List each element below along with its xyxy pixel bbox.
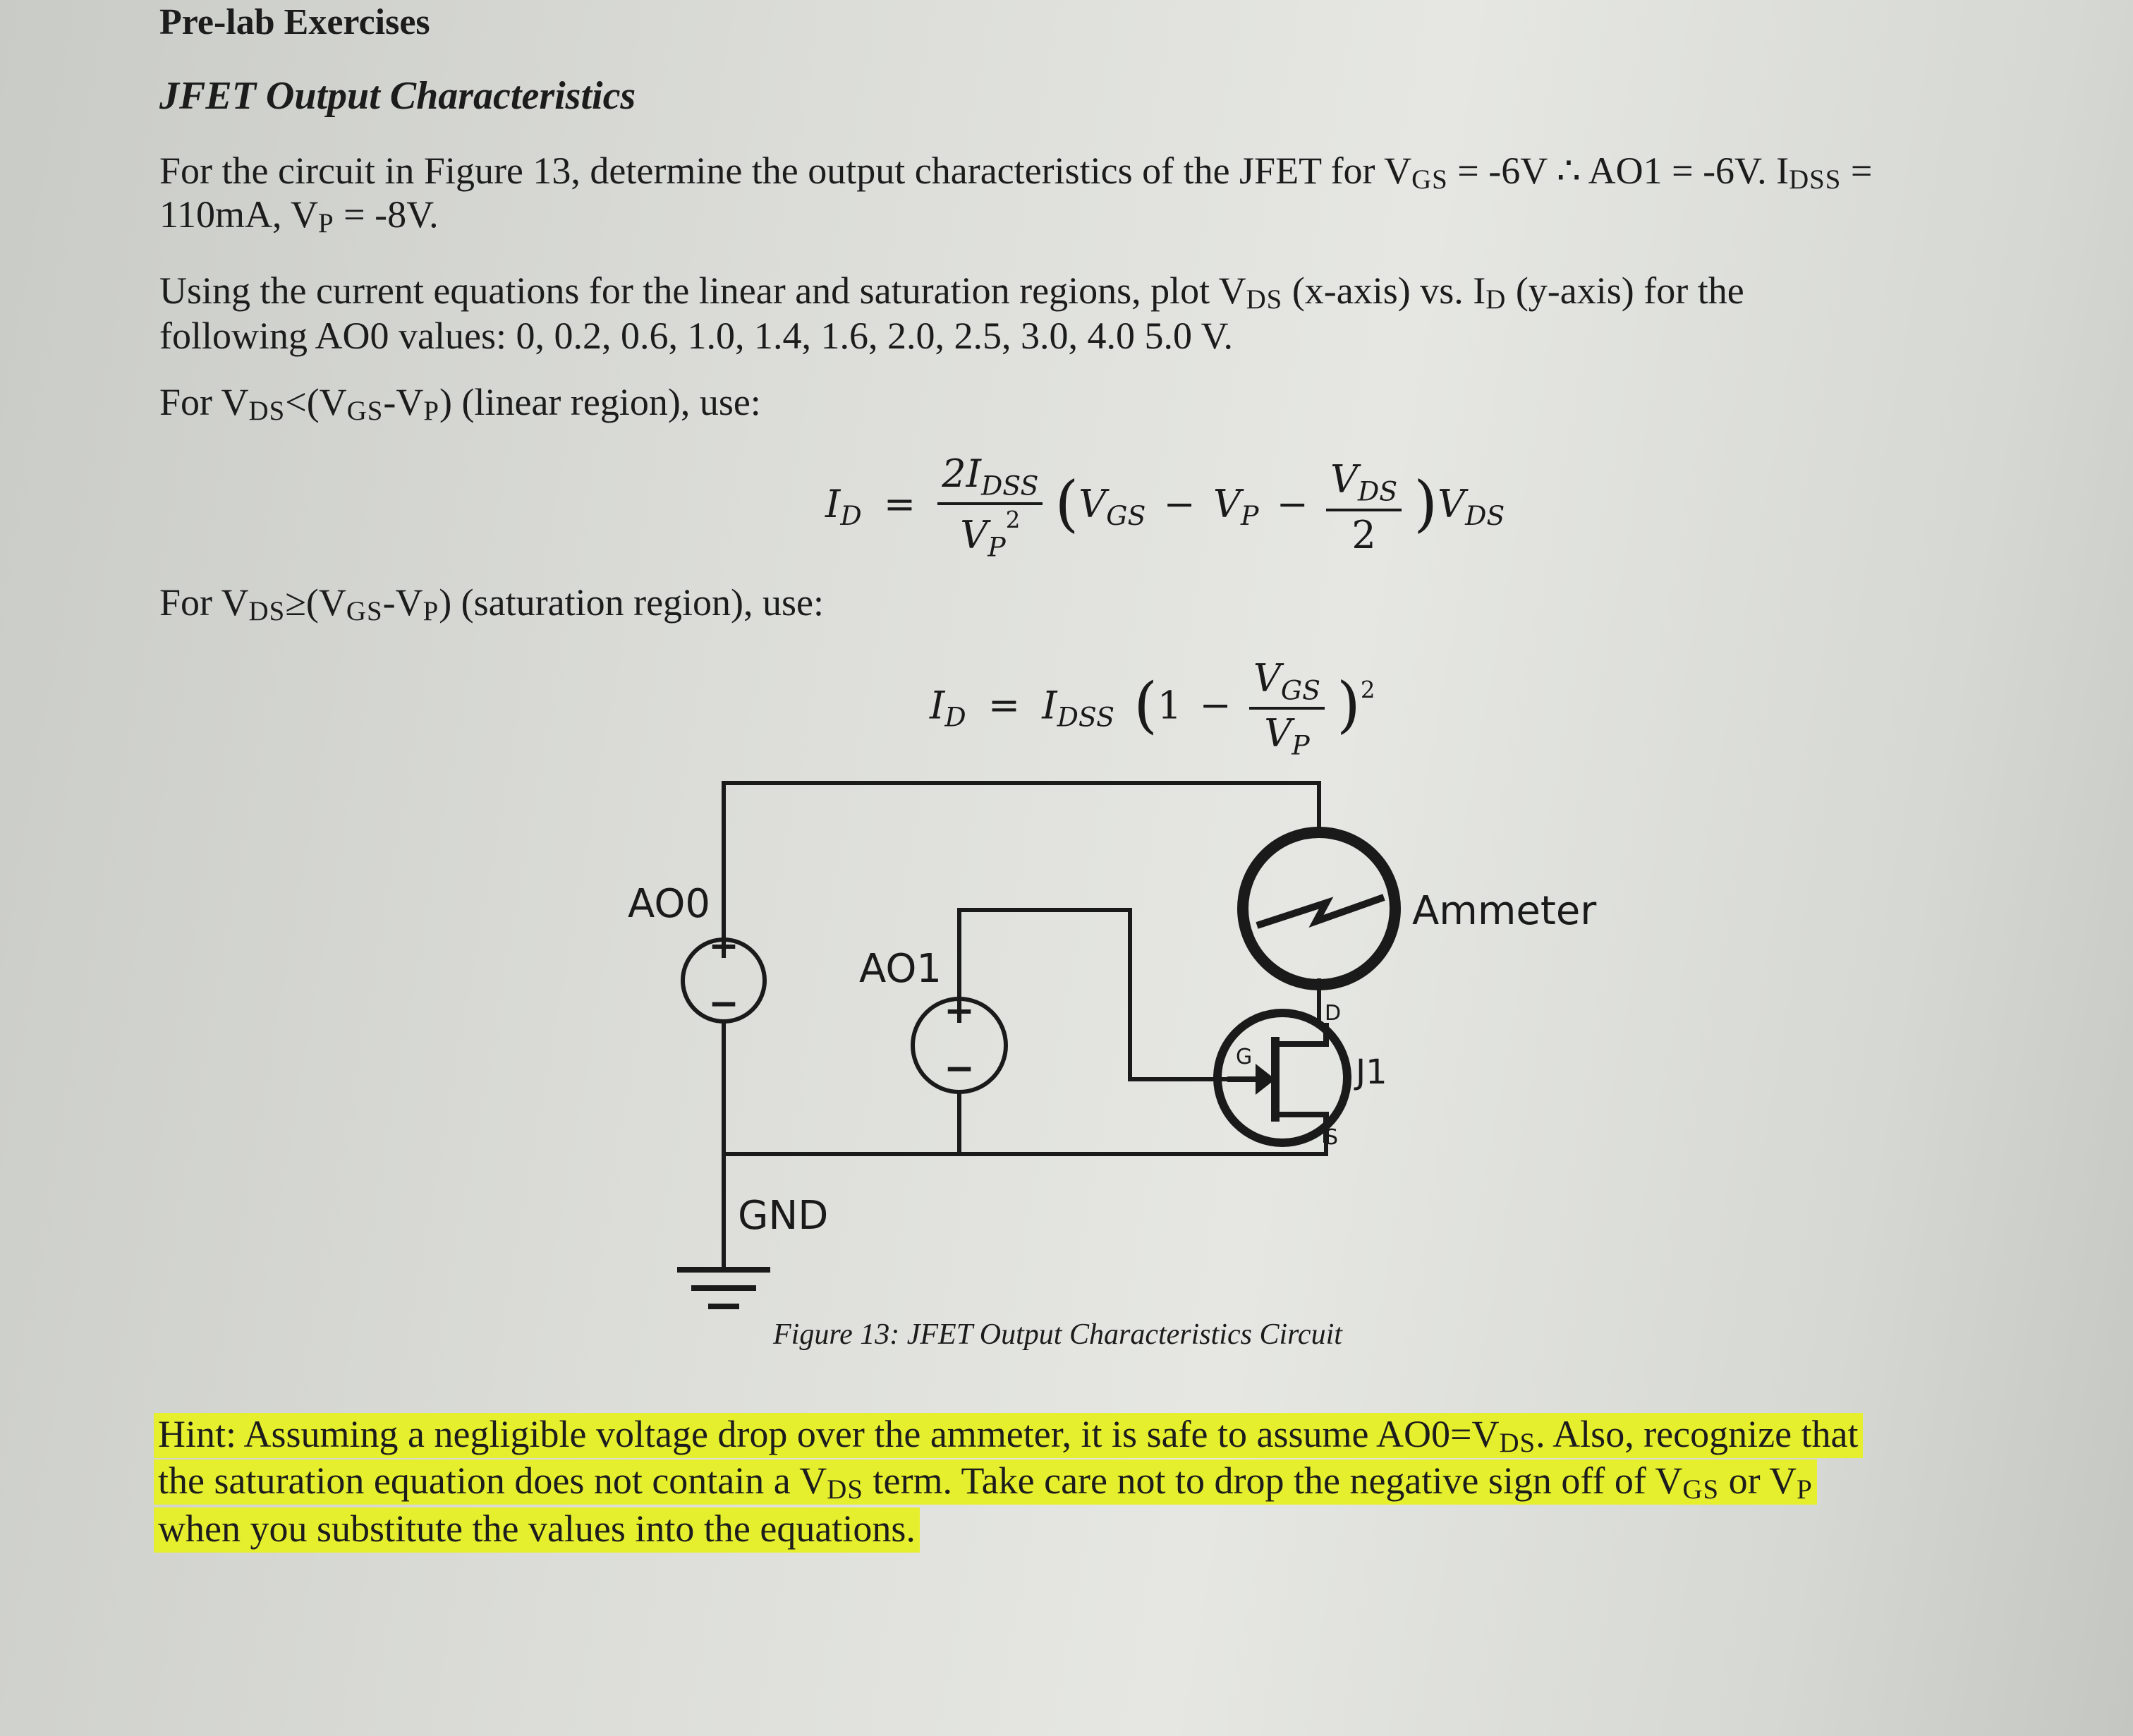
hint-line-2: the saturation equation does not contain a VDS term. Take care not to drop the negative sign off of VGS or VP (154, 1457, 1817, 1513)
ground-bus-wire (724, 1129, 1326, 1154)
drain-label: D (1325, 1001, 1342, 1026)
saturation-equation: $I_D = I_{DSS}$ (1 − $\frac{V_{GS}}{V_P}$ )$^2$ (930, 656, 1375, 761)
paragraph-2-line-1: Using the current equations for the linear and saturation regions, plot VDS (x-axis) vs. ID (y-axis) for the (159, 269, 1744, 315)
saturation-region-text: For VDS≥(VGS-VP) (saturation region), use: (159, 581, 825, 626)
plus-sign: + (944, 990, 975, 1032)
top-wire (724, 783, 1319, 832)
source-label: S (1325, 1125, 1339, 1150)
minus-sign: − (944, 1048, 975, 1090)
ao0-voltage-source (683, 925, 765, 1025)
paragraph-2-line-2: following AO0 values: 0, 0.2, 0.6, 1.0, 1.4, 1.6, 2.0, 2.5, 3.0, 4.0 5.0 V. (159, 315, 1234, 357)
paragraph-1-line-2: 110mA, VP = -8V. (159, 193, 439, 238)
minus-sign: − (708, 983, 739, 1025)
ammeter-icon (1243, 832, 1395, 985)
linear-region-text: For VDS<(VGS-VP) (linear region), use: (159, 381, 761, 426)
section-subheading: JFET Output Characteristics (159, 74, 636, 118)
ao1-label: AO1 (859, 946, 942, 992)
linear-equation: $I_D$ = $\frac{2I_{DSS}}{V_P^2}$ ($V_{GS} - V_P$ − $\frac{V_{DS}}{2}$ )$V_{DS}$ (825, 451, 1505, 563)
gnd-label: GND (738, 1193, 829, 1239)
ao0-label: AO0 (628, 881, 711, 927)
j1-label: J1 (1356, 1052, 1387, 1092)
figure-caption: Figure 13: JFET Output Characteristics Circuit (773, 1318, 1342, 1351)
section-heading: Pre-lab Exercises (159, 2, 430, 42)
jfet-j1-icon (1217, 1013, 1347, 1143)
ao1-voltage-source (913, 990, 1006, 1092)
hint-line-3: when you substitute the values into the equations. (154, 1505, 920, 1552)
ground-icon (677, 1270, 770, 1306)
paragraph-1-line-1: For the circuit in Figure 13, determine the output characteristics of the JFET for VGS = -6V ∴ AO1 = -6V. IDSS = (159, 150, 1873, 195)
ammeter-label: Ammeter (1412, 888, 1597, 934)
gate-label: G (1236, 1045, 1253, 1069)
plus-sign: + (708, 925, 739, 967)
ao1-gate-wire (959, 910, 1234, 1079)
hint-line-1: Hint: Assuming a negligible voltage drop over the ammeter, it is safe to assume AO0=VDS. Also, recognize that (154, 1411, 1863, 1467)
